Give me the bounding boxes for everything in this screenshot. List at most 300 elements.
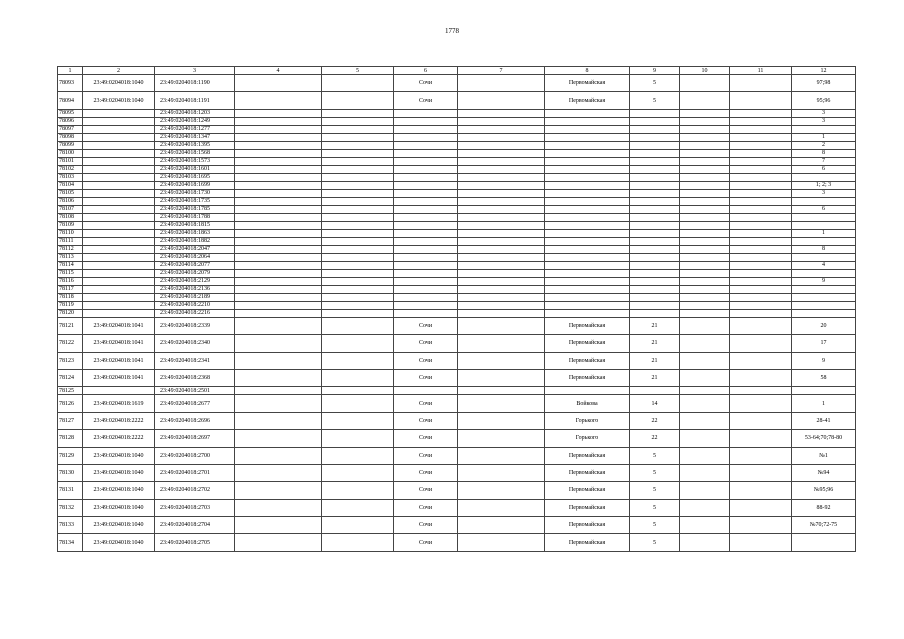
table-cell [322,75,394,92]
table-cell [680,464,730,481]
table-cell [394,261,458,269]
table-cell [235,309,322,317]
table-cell: 5 [630,534,680,551]
table-cell: 78113 [58,253,83,261]
table-cell [680,237,730,245]
table-cell [792,534,856,551]
table-cell [730,395,792,412]
table-cell [680,277,730,285]
table-cell [458,464,545,481]
column-header: 2 [83,67,155,75]
table-cell [322,317,394,334]
table-cell [730,189,792,197]
table-cell [394,133,458,141]
table-cell [394,173,458,181]
table-cell [680,213,730,221]
table-cell [730,133,792,141]
table-cell: 23:49:0204018:1041 [83,317,155,334]
table-row [58,237,856,245]
table-cell [235,75,322,92]
table-cell: Сочи [394,430,458,447]
table-row [58,221,856,229]
table-cell: 23:49:0204018:1203 [155,109,235,117]
table-cell: 23:49:0204018:2077 [155,261,235,269]
table-cell: 78126 [58,395,83,412]
column-header: 9 [630,67,680,75]
table-cell: Сочи [394,352,458,369]
table-cell [680,189,730,197]
table-cell [730,412,792,429]
table-cell [83,125,155,133]
table-cell: Первомайская [545,317,630,334]
table-cell: 58 [792,369,856,386]
table-cell: 8 [792,149,856,157]
table-cell: 23:49:0204018:1695 [155,173,235,181]
table-row [58,181,856,189]
table-cell [83,157,155,165]
table-cell: 78111 [58,237,83,245]
table-row [58,75,856,92]
table-cell [235,293,322,301]
table-cell [680,317,730,334]
table-cell: 23:49:0204018:1040 [83,92,155,109]
table-cell: Первомайская [545,335,630,352]
table-cell [680,387,730,395]
table-row [58,335,856,352]
column-header: 7 [458,67,545,75]
table-cell [394,229,458,237]
table-cell [83,237,155,245]
table-cell [545,141,630,149]
table-cell [458,430,545,447]
table-cell [322,173,394,181]
table-cell [545,125,630,133]
table-cell: 78121 [58,317,83,334]
table-cell [630,221,680,229]
table-cell [680,499,730,516]
table-cell: 1 [792,395,856,412]
table-cell [322,149,394,157]
table-cell [322,181,394,189]
table-cell [458,293,545,301]
table-row [58,125,856,133]
table-row [58,301,856,309]
table-cell [545,165,630,173]
table-cell [458,165,545,173]
table-cell [458,447,545,464]
table-cell [322,309,394,317]
table-cell [394,157,458,165]
table-cell [792,173,856,181]
column-header: 6 [394,67,458,75]
table-cell [680,285,730,293]
table-cell [235,534,322,551]
table-cell [322,141,394,149]
table-cell: 78123 [58,352,83,369]
table-cell [680,117,730,125]
table-cell [83,285,155,293]
table-cell: Сочи [394,317,458,334]
table-cell [630,229,680,237]
table-cell [792,309,856,317]
table-cell [680,352,730,369]
table-row [58,293,856,301]
table-cell [545,197,630,205]
table-cell [792,285,856,293]
header-row [58,67,856,75]
table-cell [630,189,680,197]
table-cell: 78125 [58,387,83,395]
table-cell [730,197,792,205]
table-cell [545,133,630,141]
table-cell: 23:49:0204018:2697 [155,430,235,447]
table-cell: 23:49:0204018:2700 [155,447,235,464]
table-row [58,430,856,447]
table-cell [322,253,394,261]
table-cell [458,317,545,334]
table-cell [458,205,545,213]
table-cell: 78110 [58,229,83,237]
table-cell: 23:49:0204018:1785 [155,205,235,213]
table-cell [458,499,545,516]
table-cell: 78127 [58,412,83,429]
table-cell [235,447,322,464]
table-cell [394,301,458,309]
table-cell [83,149,155,157]
table-cell: Первомайская [545,534,630,551]
table-cell [730,253,792,261]
table-cell: 23:49:0204018:1040 [83,534,155,551]
table-cell: Сочи [394,369,458,386]
table-cell: 22 [630,430,680,447]
table-cell [545,213,630,221]
column-header: 5 [322,67,394,75]
table-cell: Первомайская [545,369,630,386]
table-cell: 23:49:0204018:1040 [83,482,155,499]
table-cell: №70;72-75 [792,517,856,534]
table-cell [545,173,630,181]
table-cell: Первомайская [545,447,630,464]
table-cell: 78114 [58,261,83,269]
table-cell [545,181,630,189]
table-cell: 23:49:0204018:2189 [155,293,235,301]
table-cell [730,229,792,237]
register-table [57,66,856,552]
table-cell: 23:49:0204018:2129 [155,277,235,285]
table-cell [322,229,394,237]
table-cell [394,387,458,395]
table-cell [792,253,856,261]
table-cell: Сочи [394,447,458,464]
table-cell [235,117,322,125]
table-cell: 78107 [58,205,83,213]
table-cell: 23:49:0204018:2705 [155,534,235,551]
table-cell: 3 [792,117,856,125]
table-cell [322,387,394,395]
table-cell [630,277,680,285]
table-row [58,309,856,317]
table-cell [235,181,322,189]
table-cell [730,430,792,447]
table-row [58,253,856,261]
table-cell [730,117,792,125]
table-row [58,447,856,464]
table-cell: 3 [792,109,856,117]
table-cell [458,157,545,165]
table-cell: 21 [630,335,680,352]
table-cell: 23:49:0204018:2701 [155,464,235,481]
table-cell [545,277,630,285]
table-cell: 3 [792,189,856,197]
table-cell [322,285,394,293]
table-cell: 97;98 [792,75,856,92]
table-row [58,189,856,197]
table-cell [730,499,792,516]
table-cell [680,133,730,141]
table-cell [630,261,680,269]
table-cell: 23:49:0204018:1395 [155,141,235,149]
table-cell: 23:49:0204018:1249 [155,117,235,125]
table-cell [730,245,792,253]
table-cell [235,269,322,277]
table-cell [322,352,394,369]
table-cell: Первомайская [545,352,630,369]
table-cell: Сочи [394,534,458,551]
table-cell [680,534,730,551]
table-cell [680,261,730,269]
table-cell [630,117,680,125]
table-row [58,213,856,221]
table-cell [458,412,545,429]
table-cell: Первомайская [545,75,630,92]
table-cell: Сочи [394,517,458,534]
table-cell [235,499,322,516]
table-cell [730,464,792,481]
table-cell [83,269,155,277]
table-row [58,352,856,369]
table-cell [730,517,792,534]
table-cell: 78119 [58,301,83,309]
table-cell [235,157,322,165]
table-cell [630,133,680,141]
table-cell [322,109,394,117]
table-cell: 95;96 [792,92,856,109]
table-cell [322,395,394,412]
table-cell [83,189,155,197]
table-cell [545,387,630,395]
table-cell: 78131 [58,482,83,499]
table-row [58,395,856,412]
table-cell [83,293,155,301]
table-cell: 5 [630,75,680,92]
table-cell [730,125,792,133]
table-cell [322,245,394,253]
table-cell: 23:49:0204018:2136 [155,285,235,293]
table-cell [545,285,630,293]
column-header: 8 [545,67,630,75]
table-cell: Сочи [394,482,458,499]
table-cell [322,261,394,269]
table-cell: Сочи [394,92,458,109]
table-cell [235,141,322,149]
table-cell: 23:49:0204018:2339 [155,317,235,334]
table-row [58,229,856,237]
table-cell: 78100 [58,149,83,157]
table-cell [322,412,394,429]
column-header: 11 [730,67,792,75]
table-cell: №1 [792,447,856,464]
table-cell: 23:49:0204018:2222 [83,430,155,447]
table-cell [630,205,680,213]
table-cell [730,75,792,92]
table-cell: 78108 [58,213,83,221]
table-cell [680,125,730,133]
table-row [58,464,856,481]
table-cell [458,197,545,205]
table-cell [630,181,680,189]
table-cell [630,309,680,317]
table-row [58,387,856,395]
table-cell: 23:49:0204018:2079 [155,269,235,277]
table-cell [235,237,322,245]
table-cell [458,75,545,92]
table-cell [680,75,730,92]
table-cell [730,181,792,189]
table-body [58,75,856,552]
table-cell [680,309,730,317]
table-cell [394,213,458,221]
table-cell [394,269,458,277]
table-cell: 78133 [58,517,83,534]
table-cell: 23:49:0204018:1040 [83,447,155,464]
table-row [58,157,856,165]
table-cell: Сочи [394,464,458,481]
table-row [58,149,856,157]
table-cell [730,352,792,369]
table-row [58,277,856,285]
table-cell [730,213,792,221]
table-cell: 23:49:0204018:1041 [83,352,155,369]
table-cell: 23:49:0204018:1815 [155,221,235,229]
table-cell [235,221,322,229]
table-cell: 78128 [58,430,83,447]
table-cell: 78106 [58,197,83,205]
table-cell [322,133,394,141]
table-cell [545,117,630,125]
table-cell [630,149,680,157]
table-cell [730,309,792,317]
table-cell: 23:49:0204018:2368 [155,369,235,386]
table-cell [458,92,545,109]
table-cell [680,165,730,173]
table-cell [235,229,322,237]
table-cell [730,221,792,229]
table-cell [394,109,458,117]
table-cell [730,269,792,277]
table-cell [680,205,730,213]
table-cell [730,369,792,386]
table-cell: 23:49:0204018:1040 [83,75,155,92]
table-cell: 23:49:0204018:1863 [155,229,235,237]
table-cell [458,189,545,197]
table-cell [545,245,630,253]
table-cell: Первомайская [545,499,630,516]
table-cell [83,253,155,261]
table-cell [458,482,545,499]
table-cell [545,261,630,269]
table-cell: 23:49:0204018:2501 [155,387,235,395]
table-cell [458,534,545,551]
table-cell: 9 [792,277,856,285]
table-cell: Первомайская [545,482,630,499]
table-cell [235,109,322,117]
table-cell: 23:49:0204018:1573 [155,157,235,165]
table-cell: 78130 [58,464,83,481]
table-cell [545,189,630,197]
table-cell [394,205,458,213]
table-cell [394,165,458,173]
table-cell [235,335,322,352]
table-cell [458,213,545,221]
table-cell: 23:49:0204018:2703 [155,499,235,516]
table-cell: Горького [545,430,630,447]
page-number: 1778 [445,27,459,35]
table-cell [730,482,792,499]
table-cell [792,213,856,221]
table-cell [83,245,155,253]
table-cell [458,301,545,309]
table-row [58,412,856,429]
table-cell: 22 [630,412,680,429]
table-cell [394,309,458,317]
table-cell: 23:49:0204018:1699 [155,181,235,189]
table-cell [322,277,394,285]
table-cell: 5 [630,517,680,534]
table-cell: 23:49:0204018:2064 [155,253,235,261]
table-cell: 78129 [58,447,83,464]
table-row [58,165,856,173]
table-cell: 23:49:0204018:1040 [83,517,155,534]
table-cell: Сочи [394,335,458,352]
table-cell [730,141,792,149]
table-cell [83,301,155,309]
table-cell [235,352,322,369]
table-cell [630,285,680,293]
table-row [58,245,856,253]
table-cell: 78105 [58,189,83,197]
table-cell [458,133,545,141]
table-row [58,173,856,181]
table-cell [458,369,545,386]
table-cell: 1 [792,229,856,237]
table-cell [394,221,458,229]
table-cell: 9 [792,352,856,369]
table-cell [680,92,730,109]
table-cell [83,221,155,229]
table-cell [630,157,680,165]
table-cell: 78103 [58,173,83,181]
table-cell: 1; 2; 3 [792,181,856,189]
table-cell [235,430,322,447]
table-cell [730,157,792,165]
table-cell [394,277,458,285]
table-cell [322,464,394,481]
table-cell: 78109 [58,221,83,229]
table-cell [630,109,680,117]
table-cell: Первомайская [545,517,630,534]
table-cell: 23:49:0204018:1277 [155,125,235,133]
table-cell [235,165,322,173]
